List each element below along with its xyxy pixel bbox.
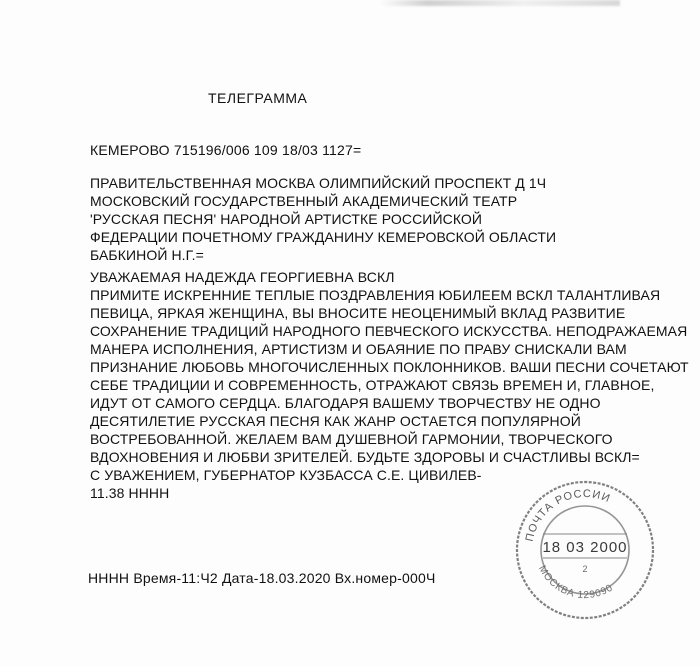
scan-smudge <box>380 0 620 6</box>
address-line: МОСКОВСКИЙ ГОСУДАРСТВЕННЫЙ АКАДЕМИЧЕСКИЙ ТЕАТР <box>90 193 518 209</box>
telegram-title: ТЕЛЕГРАММА <box>208 90 308 106</box>
message-line: СОХРАНЕНИЕ ТРАДИЦИЙ НАРОДНОГО ПЕВЧЕСКОГО ИСКУССТВА. НЕПОДРАЖАЕМАЯ <box>90 323 688 339</box>
stamp-date: 18 03 2000 <box>542 539 628 556</box>
recipient-address <box>90 174 556 264</box>
address-line: 'РУССКАЯ ПЕСНЯ' НАРОДНОЙ АРТИСТКЕ РОССИЙСКОЙ <box>90 211 483 227</box>
message-line: ИДУТ ОТ САМОГО СЕРДЦА. БЛАГОДАРЯ ВАШЕМУ ТВОРЧЕСТВУ НЕ ОДНО <box>90 395 601 411</box>
message-body <box>90 268 689 502</box>
message-line: ВДОХНОВЕНИЯ И ЛЮБВИ ЗРИТЕЛЕЙ. БУДЬТЕ ЗДОРОВЫ И СЧАСТЛИВЫ ВСКЛ= <box>90 449 640 465</box>
message-line: ПЕВИЦА, ЯРКАЯ ЖЕНЩИНА, ВЫ ВНОСИТЕ НЕОЦЕНИМЫЙ ВКЛАД РАЗВИТИЕ <box>90 305 626 321</box>
message-line: СЕБЕ ТРАДИЦИИ И СОВРЕМЕННОСТЬ, ОТРАЖАЮТ СВЯЗЬ ВРЕМЕН И, ГЛАВНОЕ, <box>90 377 655 393</box>
stamp-bottom-text: МОСКВА 129090 <box>536 563 616 602</box>
address-line: БАБКИНОЙ Н.Г.= <box>90 247 204 263</box>
stamp-number: 2 <box>582 564 588 574</box>
message-line: УВАЖАЕМАЯ НАДЕЖДА ГЕОРГИЕВНА ВСКЛ <box>90 269 395 285</box>
message-line: ПРИЗНАНИЕ ЛЮБОВЬ МНОГОЧИСЛЕННЫХ ПОКЛОННИКОВ. ВАШИ ПЕСНИ СОЧЕТАЮТ <box>90 359 689 375</box>
time-line: 11.38 НННН <box>90 485 170 501</box>
message-line: МАНЕРА ИСПОЛНЕНИЯ, АРТИСТИЗМ И ОБАЯНИЕ ПО ПРАВУ СНИСКАЛИ ВАМ <box>90 341 627 357</box>
message-line: ВОСТРЕБОВАННОЙ. ЖЕЛАЕМ ВАМ ДУШЕВНОЙ ГАРМОНИИ, ТВОРЧЕСКОГО <box>90 431 613 447</box>
address-line: ПРАВИТЕЛЬСТВЕННАЯ МОСКВА ОЛИМПИЙСКИЙ ПРОСПЕКТ Д 1Ч <box>90 175 547 191</box>
post-office-stamp <box>510 472 660 622</box>
stamp-graphic <box>510 472 660 622</box>
stamp-top-text: ПОЧТА РОССИИ <box>523 487 613 543</box>
message-line: ДЕСЯТИЛЕТИЕ РУССКАЯ ПЕСНЯ КАК ЖАНР ОСТАЕТСЯ ПОПУЛЯРНОЙ <box>90 413 581 429</box>
message-line: ПРИМИТЕ ИСКРЕННИЕ ТЕПЛЫЕ ПОЗДРАВЛЕНИЯ ЮБИЛЕЕМ ВСКЛ ТАЛАНТЛИВАЯ <box>90 287 661 303</box>
telegram-footer: НННН Время-11:Ч2 Дата-18.03.2020 Вх.номер-000Ч <box>88 570 436 586</box>
telegram-header: КЕМЕРОВО 715196/006 109 18/03 1127= <box>90 142 362 158</box>
signature-line: С УВАЖЕНИЕМ, ГУБЕРНАТОР КУЗБАССА С.Е. ЦИВИЛЕВ- <box>90 467 482 483</box>
address-line: ФЕДЕРАЦИИ ПОЧЕТНОМУ ГРАЖДАНИНУ КЕМЕРОВСКОЙ ОБЛАСТИ <box>90 229 557 245</box>
